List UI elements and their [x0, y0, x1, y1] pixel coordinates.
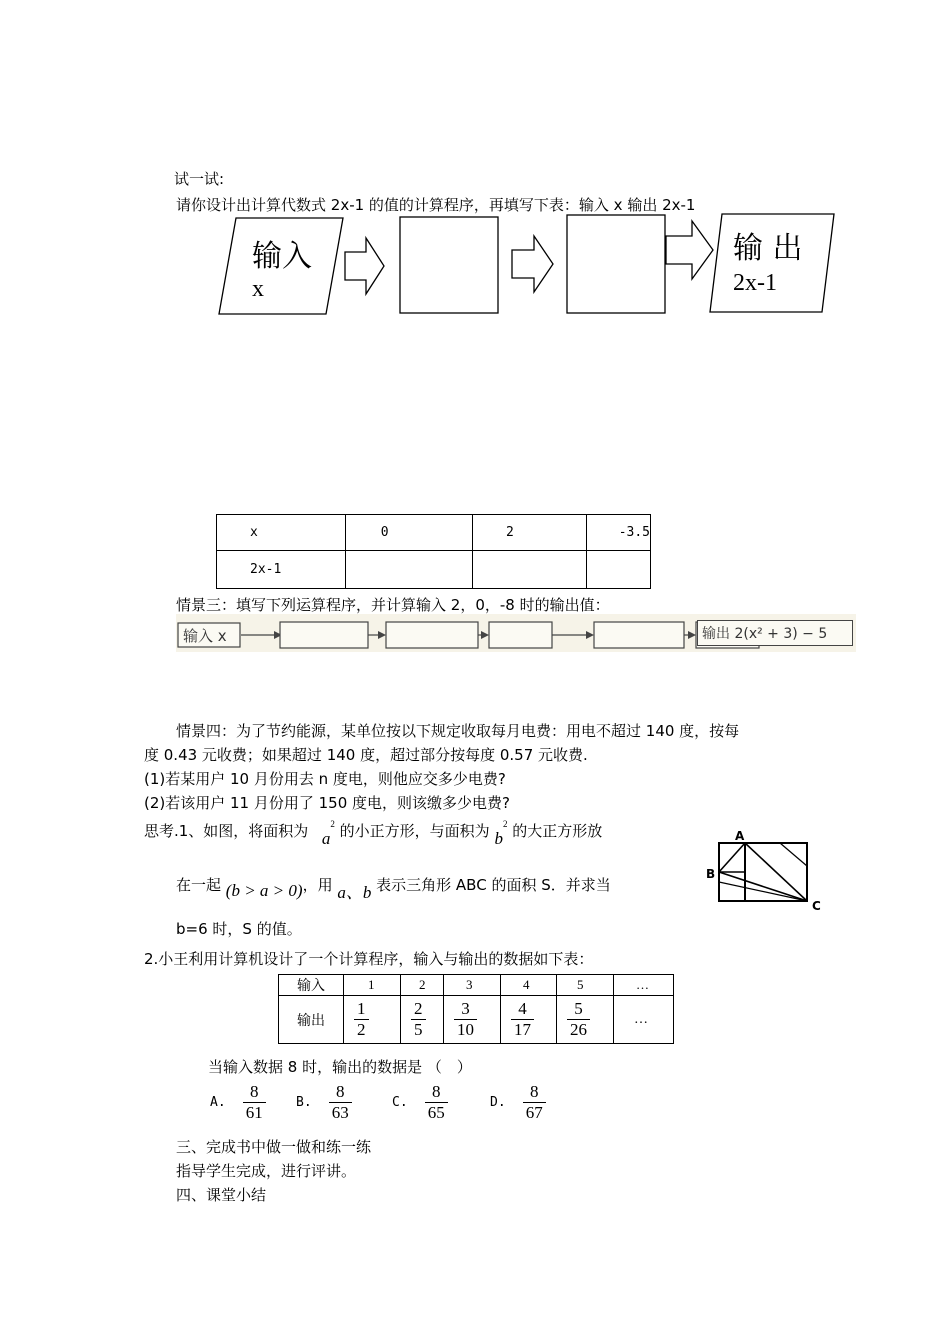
- table-cell-blank[interactable]: [345, 551, 472, 589]
- scenario3-text: 情景三：填写下列运算程序，并计算输入 2，0，-8 时的输出值：: [176, 596, 610, 614]
- table-row: [217, 515, 651, 551]
- think-line1: [144, 819, 603, 848]
- label-A: A: [735, 829, 745, 843]
- io-output: $\frac{1}{2}$: [344, 996, 401, 1044]
- io-output: $\frac{4}{17}$: [501, 996, 557, 1044]
- s3-input-label: 输入 x: [183, 627, 227, 645]
- var-b: b: [494, 829, 503, 848]
- io-output-ellipsis: …: [614, 996, 674, 1044]
- s3-output-label: 输出 2(x² + 3) − 5: [697, 620, 853, 646]
- option-D[interactable]: D. $\frac{8}{67}$: [490, 1082, 546, 1123]
- table-cell: x: [217, 515, 346, 551]
- exp-a: 2: [330, 819, 335, 829]
- table-cell: 0: [345, 515, 472, 551]
- io-input: 4: [501, 975, 557, 996]
- table-row: [279, 975, 674, 996]
- value-table: [216, 514, 651, 589]
- table-cell: 2: [473, 515, 587, 551]
- scenario4-q2: (2)若该用户 11 月份用了 150 度电，则该缴多少电费?: [144, 794, 511, 812]
- think-l2-a: 在一起: [176, 876, 222, 894]
- option-label: B.: [296, 1095, 312, 1110]
- label-C: C: [812, 899, 821, 913]
- q2-question: 当输入数据 8 时，输出的数据是 （ ）: [208, 1058, 472, 1076]
- io-input: 3: [444, 975, 501, 996]
- squares-triangle-figure: [700, 826, 830, 918]
- scenario4-line2: 度 0.43 元收费；如果超过 140 度，超过部分按每度 0.57 元收费.: [144, 746, 588, 764]
- think-l1-b: 的小正方形，与面积为: [339, 822, 490, 840]
- scenario4-line1: 情景四：为了节约能源，某单位按以下规定收取每月电费：用电不超过 140 度，按每: [176, 722, 740, 740]
- think-l2-c: 表示三角形 ABC 的面积 S．并求当: [376, 876, 611, 894]
- io-row1-label: 输入: [279, 975, 344, 996]
- flow-output-label: 输 出: [733, 231, 803, 266]
- q2-text: 2.小王利用计算机设计了一个计算程序，输入与输出的数据如下表：: [144, 950, 594, 968]
- flow-arrow-1: [345, 238, 384, 294]
- flow-input-label: 输入: [252, 239, 312, 274]
- label-B: B: [706, 867, 716, 881]
- table-cell-blank[interactable]: [473, 551, 587, 589]
- think-l1-a: 思考.1、如图，将面积为: [144, 822, 309, 840]
- io-output: $\frac{3}{10}$: [444, 996, 501, 1044]
- condition: (b > a > 0): [225, 881, 303, 900]
- option-B[interactable]: B. $\frac{8}{63}$: [296, 1082, 352, 1123]
- table-cell: 2x-1: [217, 551, 346, 589]
- option-label: A.: [210, 1095, 226, 1110]
- section-3: 三、完成书中做一做和练一练: [176, 1138, 372, 1156]
- flow-arrow-3: [666, 221, 713, 279]
- flow-input-var: x: [252, 276, 264, 302]
- section-4: 四、课堂小结: [176, 1186, 267, 1204]
- try-instruction: 请你设计出计算代数式 2x-1 的值的计算程序，再填写下表：输入 x 输出 2x-1: [176, 196, 696, 214]
- flowchart-2x-1: [0, 0, 950, 330]
- io-input: …: [614, 975, 674, 996]
- flow-box-2: [567, 215, 665, 313]
- io-input: 2: [401, 975, 444, 996]
- option-C[interactable]: C. $\frac{8}{65}$: [392, 1082, 448, 1123]
- section-3-note: 指导学生完成，进行评讲。: [176, 1162, 357, 1180]
- think-l1-c: 的大正方形放: [512, 822, 603, 840]
- think-line3: b=6 时，S 的值。: [176, 920, 302, 938]
- flow-box-1: [400, 217, 498, 313]
- option-label: C.: [392, 1095, 408, 1110]
- table-cell: -3.5: [586, 515, 650, 551]
- option-A[interactable]: A. $\frac{8}{61}$: [210, 1082, 266, 1123]
- io-row2-label: 输出: [279, 996, 344, 1044]
- var-a: a: [321, 829, 331, 848]
- table-row: [217, 551, 651, 589]
- table-cell-blank[interactable]: [586, 551, 650, 589]
- var-ab: a、b: [337, 883, 372, 902]
- table-row: [279, 996, 674, 1044]
- think-l2-b: ，用: [302, 876, 333, 894]
- option-label: D.: [490, 1095, 506, 1110]
- io-input: 1: [344, 975, 401, 996]
- flow-output-expr: 2x-1: [733, 270, 777, 296]
- think-line2: [176, 870, 611, 902]
- try-title: 试一试:: [174, 170, 225, 188]
- io-table: [278, 974, 674, 1044]
- io-output: $\frac{5}{26}$: [557, 996, 614, 1044]
- exp-b: 2: [502, 819, 508, 829]
- flow-arrow-2: [512, 236, 553, 292]
- io-input: 5: [557, 975, 614, 996]
- scenario4-q1: (1)若某用户 10 月份用去 n 度电，则他应交多少电费?: [144, 770, 506, 788]
- io-output: $\frac{2}{5}$: [401, 996, 444, 1044]
